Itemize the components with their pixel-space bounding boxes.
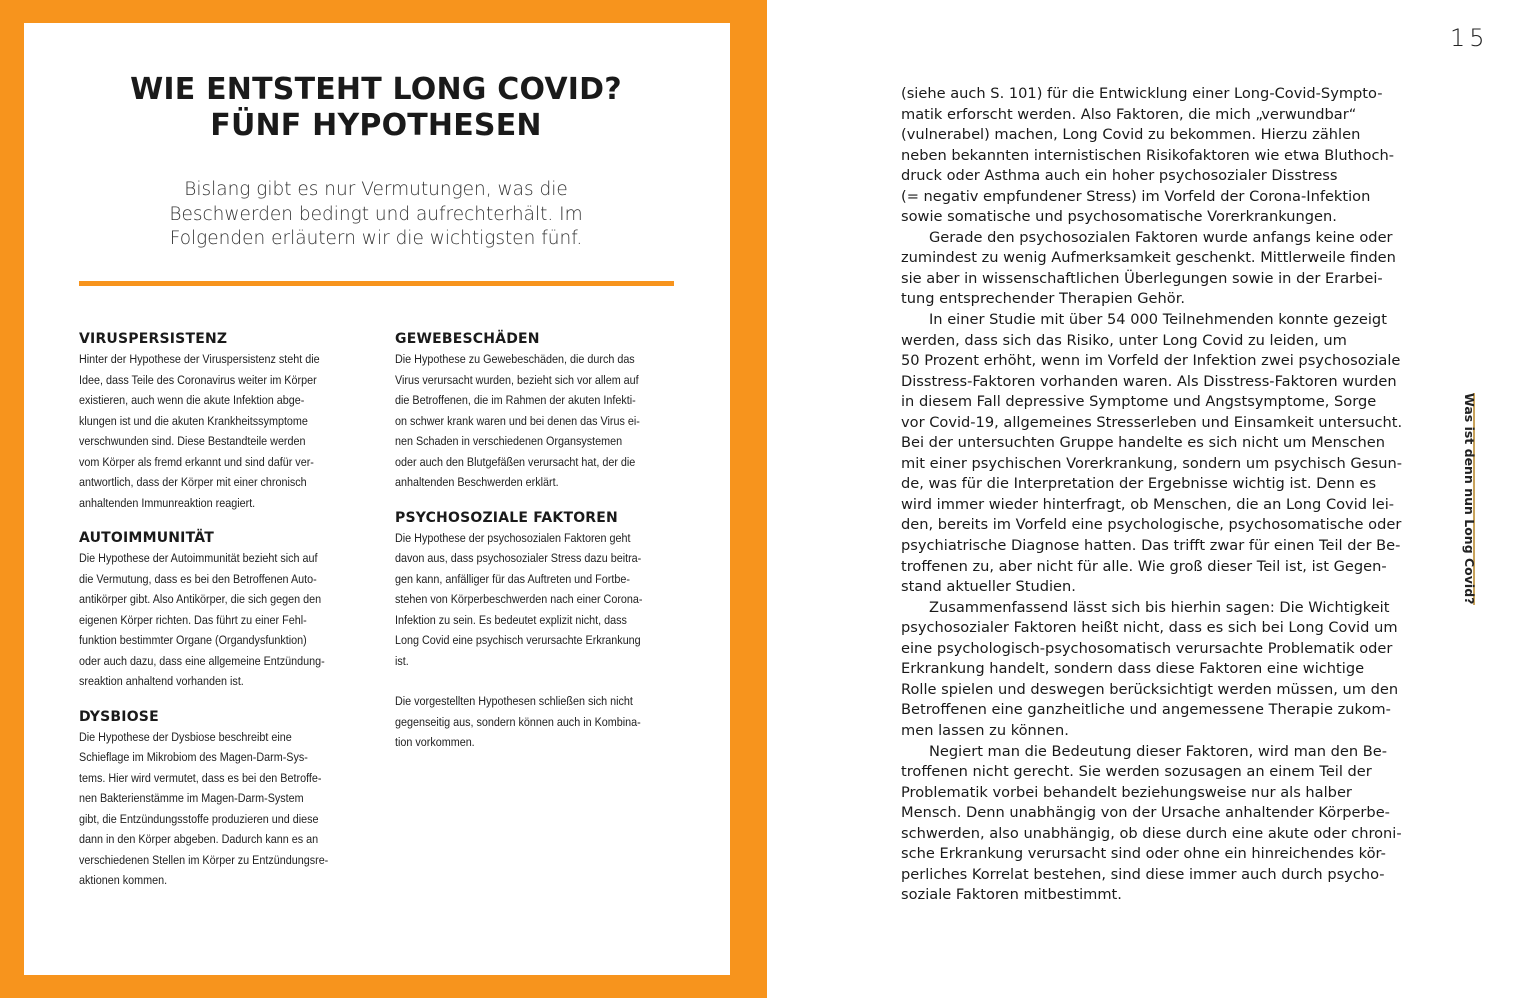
body-line: sche Erkrankung verursacht sind oder ohne ein hinreichendes kör- [901,845,1386,863]
section-line: stehen von Körperbeschwerden nach einer Corona- [395,592,643,606]
hypotheses-column-1 [79,330,361,891]
body-line: Betroffenen eine ganzheitliche und angemessene Therapie zukom- [901,701,1391,719]
section-heading: DYSBIOSE [79,708,159,725]
intro-line: Bislang gibt es nur Vermutungen, was die [184,179,568,200]
section-line: davon aus, dass psychosozialer Stress dazu beitra- [395,551,642,565]
side-tab-label: Was ist denn nun Long Covid? [1462,393,1477,605]
body-line: eine psychologisch-psychosomatisch verursachte Problematik oder [901,639,1393,657]
body-line: neben bekannten internistischen Risikofaktoren wie etwa Bluthoch- [901,146,1395,164]
section-heading: AUTOIMMUNITÄT [79,530,214,546]
hypotheses-column-2 [395,330,677,753]
body-line: in diesem Fall depressive Symptome und Angstsymptome, Sorge [901,393,1377,411]
body-line: Rolle spielen und deswegen berücksichtigt werden müssen, um den [901,680,1399,698]
body-line: troffenen nicht gerecht. Sie werden sozusagen an einem Teil der [901,763,1372,781]
section-line: eigenen Körper richten. Das führt zu einer Fehl- [79,612,307,627]
body-line: stand aktueller Studien. [901,578,1076,596]
page-title [80,72,672,144]
body-line: soziale Faktoren mitbestimmt. [901,886,1122,904]
title-line-1: WIE ENTSTEHT LONG COVID? [130,72,622,107]
section-gap [79,692,361,708]
body-line: mit einer psychischen Vorerkrankung, sondern um psychisch Gesun- [901,454,1402,472]
body-line: werden, dass sich das Risiko, unter Long Covid zu leiden, um [901,331,1347,349]
section-line: Long Covid eine psychisch verursachte Erkrankung [395,633,641,647]
intro-line: Beschwerden bedingt und aufrechterhält. Im [169,203,583,225]
body-line: de, was für die Interpretation der Ergebnisse wichtig ist. Denn es [901,475,1377,493]
section-line: anhaltenden Immunreaktion reagiert. [79,495,256,510]
body-line: men lassen zu können. [901,721,1069,739]
body-line: den, bereits im Vorfeld eine psychologische, psychosomatische oder [901,516,1402,534]
section-line: antikörper gibt. Also Antikörper, die sich gegen den [79,592,322,606]
section-line: Schieflage im Mikrobiom des Magen-Darm-Sys- [79,750,308,764]
body-line: zumindest zu wenig Aufmerksamkeit geschenkt. Mittlerweile finden [901,249,1396,267]
body-line: Erkrankung handelt, sondern dass diese Faktoren eine wichtige [901,660,1365,678]
section-line: dann in den Körper abgeben. Dadurch kann es an [79,832,319,846]
body-line: Gerade den psychosozialen Faktoren wurde anfangs keine oder [929,228,1393,246]
section-line: Die Hypothese der Autoimmunität bezieht sich auf [79,551,318,565]
section-line: funktion bestimmter Organe (Organdysfunktion) [79,633,307,647]
body-line: Disstress-Faktoren vorhanden waren. Als Disstress-Faktoren wurden [901,372,1397,390]
closing-line: tion vorkommen. [395,735,475,749]
section-line: oder auch den Blutgefäßen verursacht hat, der die [395,454,636,469]
body-line: sowie somatische und psychosomatische Vorerkrankungen. [901,208,1337,226]
section-gap [395,493,677,509]
section-line: tems. Hier wird vermutet, dass es bei den Betroffe- [79,770,322,785]
body-line: matik erforscht werden. Also Faktoren, die mich „verwundbar“ [901,105,1357,123]
section-line: nen Schaden in verschiedenen Organsystemen [395,434,623,448]
body-line: (siehe auch S. 101) für die Entwicklung einer Long-Covid-Sympto- [901,85,1383,102]
body-line: schwerden, also unabhängig, ob diese durch eine akute oder chroni- [901,824,1402,842]
body-line: wird immer wieder hinterfragt, ob Menschen, die an Long Covid lei- [901,495,1395,513]
body-line: sie aber in wissenschaftlichen Überlegungen sowie in der Erarbei- [901,269,1383,287]
section-line: Die Hypothese der Dysbiose beschreibt eine [79,729,292,744]
section-line: gibt, die Entzündungsstoffe produzieren und diese [79,811,319,826]
body-line: psychosozialer Faktoren heißt nicht, dass es sich bei Long Covid um [901,619,1398,637]
body-line: troffenen zu, aber nicht für alle. Wie groß dieser Teil ist, ist Gegen- [901,557,1387,575]
section-line: die Betroffenen, die im Rahmen der akuten Infekti- [395,393,636,407]
section-line: aktionen kommen. [79,873,168,887]
body-line: Bei der untersuchten Gruppe handelte es sich nicht um Menschen [901,434,1386,452]
section-line: existieren, auch wenn die akute Infektion abge- [79,393,305,407]
body-line: Mensch. Denn unabhängig von der Ursache anhaltender Körperbe- [901,804,1390,822]
title-line-2: FÜNF HYPOTHESEN [210,108,542,143]
closing-gap [395,671,677,691]
body-line: (vulnerabel) machen, Long Covid zu bekommen. Hierzu zählen [901,126,1361,144]
section-line: die Vermutung, dass es bei den Betroffenen Auto- [79,571,317,586]
closing-line: gegenseitig aus, sondern können auch in Kombina- [395,714,641,729]
section-line: Virus verursacht wurden, bezieht sich vor allem auf [395,372,639,387]
intro-text [120,178,632,252]
section-line: verschwunden sind. Diese Bestandteile werden [79,434,306,448]
section-gap [79,513,361,529]
section-line: verschiedenen Stellen im Körper zu Entzündungsre- [79,852,329,867]
section-line: nen Bakterienstämme im Magen-Darm-System [79,791,304,805]
closing-line: Die vorgestellten Hypothesen schließen sich nicht [395,694,633,708]
section-line: Die Hypothese der psychosozialen Faktoren geht [395,530,631,545]
body-line: In einer Studie mit über 54 000 Teilnehmenden konnte gezeigt [929,311,1387,329]
section-heading: PSYCHOSOZIALE FAKTOREN [395,509,618,526]
body-line: 50 Prozent erhöht, wenn im Vorfeld der Infektion zwei psychosoziale [901,352,1401,370]
body-line: Negiert man die Bedeutung dieser Faktoren, wird man den Be- [929,742,1388,760]
section-line: Idee, dass Teile des Coronavirus weiter im Körper [79,372,317,387]
body-line: tung entsprechender Therapien Gehör. [901,290,1186,308]
body-line: Zusammenfassend lässt sich bis hierhin sagen: Die Wichtigkeit [929,598,1390,616]
body-line: vor Covid-19, allgemeines Stresserleben und Einsamkeit untersucht. [901,413,1403,431]
section-heading: GEWEBESCHÄDEN [395,331,540,347]
body-text [901,84,1401,906]
body-line: Problematik vorbei behandelt beziehungsweise nur als halber [901,783,1352,801]
section-line: anhaltenden Beschwerden erklärt. [395,475,559,489]
section-line: Hinter der Hypothese der Viruspersistenz steht die [79,352,320,366]
section-line: Die Hypothese zu Gewebeschäden, die durch das [395,352,635,366]
page-number: 15 [1450,24,1489,52]
section-line: ist. [395,653,409,668]
intro-line: Folgenden erläutern wir die wichtigsten fünf. [169,228,583,249]
section-line: oder auch dazu, dass eine allgemeine Entzündung- [79,653,325,668]
section-line: antwortlich, dass der Körper mit einer chronisch [79,475,307,489]
section-line: Infektion zu sein. Es bedeutet explizit nicht, dass [395,612,627,627]
section-line: gen kann, anfälliger für das Auftreten und Fortbe- [395,571,630,586]
section-line: klungen ist und die akuten Krankheitssymptome [79,413,308,428]
body-line: druck oder Asthma auch ein hoher psychosozialer Disstress [901,167,1338,185]
section-heading: VIRUSPERSISTENZ [79,331,228,347]
orange-divider [79,281,674,286]
body-line: (= negativ empfundener Stress) im Vorfeld der Corona-Infektion [901,187,1371,205]
body-line: psychiatrische Diagnose hatten. Das trifft zwar für einen Teil der Be- [901,537,1401,555]
section-line: on schwer krank waren und bei denen das Virus ei- [395,413,640,428]
section-line: sreaktion anhaltend vorhanden ist. [79,674,244,688]
body-line: perliches Korrelat bestehen, sind diese immer auch durch psycho- [901,865,1385,883]
section-line: vom Körper als fremd erkannt und sind dafür ver- [79,454,314,469]
